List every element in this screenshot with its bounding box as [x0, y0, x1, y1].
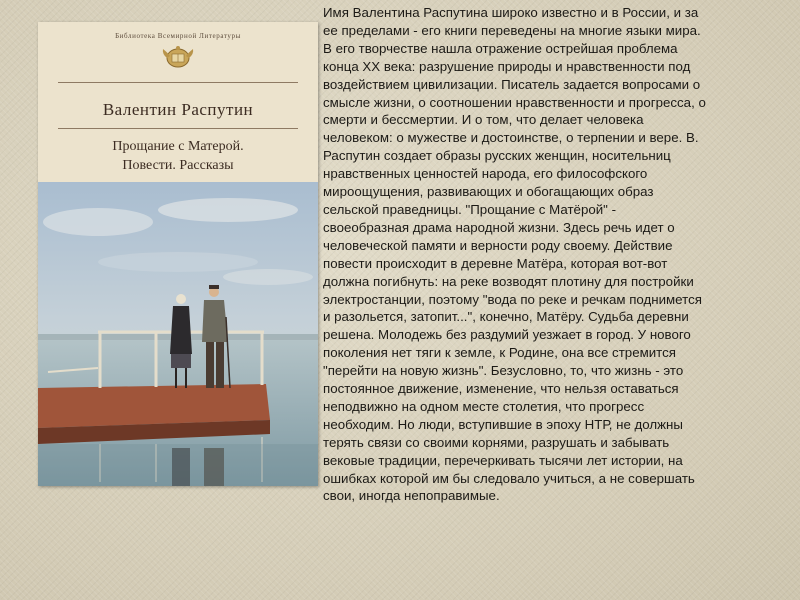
cover-emblem-icon	[159, 44, 197, 70]
description-text: Имя Валентина Распутина широко известно и в России, и за ее пределами - его книги переведены на многие языки мира. В его творчестве нашла отражение острейшая проблема конца XX века: разрушение природы и нравственности под воздействием цивилизации. Писатель задается вопросами о смысле жизни, о соотношении нравственности и прогресса, о смерти и бессмертии. И о том, что делает человека человеком: о мужестве и достоинстве, о терпении и вере. В. Распутин создает образы русских женщин, носительниц нравственных ценностей народа, его философского мироощущения, развивающих и обогащающих образ сельской праведницы. "Прощание с Матёрой" - своеобразная драма народной жизни. Здесь речь идет о человеческой памяти и верности роду своему. Действие повести происходит в деревне Матёра, которая вот-вот должна погибнуть: на реке возводят плотину для постройки электростанции, поэтому "вода по реке и речкам поднимется и разольется, затопит...", конечно, Матёру. Судьба деревни решена. Молодежь без раздумий уезжает в город. У нового поколения нет тяги к земле, к Родине, она все стремится "перейти на новую жизнь". Безусловно, то, что жизнь - это постоянное движение, изменение, что нельзя оставаться неподвижно на одном месте столетия, что прогресс необходим. Но люди, вступившие в эпоху НТР, не должны терять связи со своими корнями, разрушать и забывать вековые традиции, перечеркивать тысячи лет истории, на ошибках которой им бы следовало учиться, а не совершать свои, иногда непоправимые.	[323, 5, 706, 504]
cover-title-line2: Повести. Рассказы	[122, 158, 234, 173]
cover-author: Валентин Распутин	[102, 100, 254, 119]
cover-painting	[38, 182, 318, 486]
cover-title-line1: Прощание с Матерой.	[112, 139, 244, 154]
cover-series-label: Библиотека Всемирной Литературы	[115, 32, 241, 40]
cover-divider	[58, 128, 298, 129]
cover-divider	[58, 82, 298, 83]
book-cover	[38, 22, 318, 486]
